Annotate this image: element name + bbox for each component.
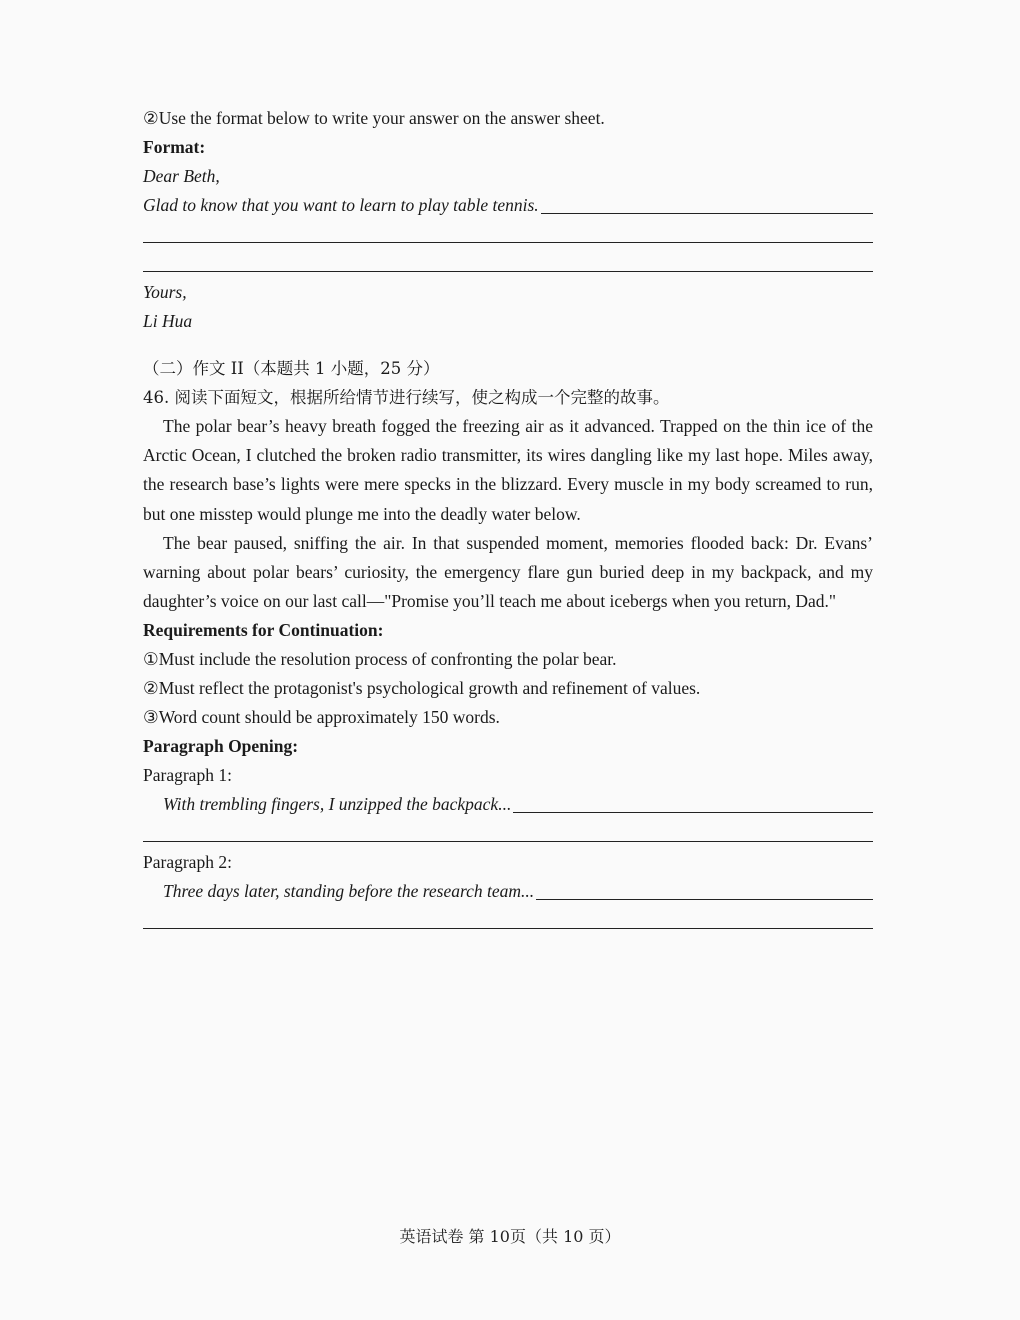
paragraph-1-label: Paragraph 1: (143, 765, 232, 786)
letter-opening-row (143, 191, 873, 220)
paragraph-2-opening: Three days later, standing before the research team... (163, 881, 535, 902)
paragraph-2-label: Paragraph 2: (143, 852, 232, 873)
format-label: Format: (143, 137, 206, 157)
answer-line (143, 249, 873, 278)
letter-closing: Yours, (143, 282, 187, 302)
requirement-item: ②Must reflect the protagonist's psychological growth and refinement of values. (143, 678, 701, 699)
question-prompt: 46. 阅读下面短文，根据所给情节进行续写，使之构成一个完整的故事。 (143, 388, 670, 407)
paragraph-1-opening-row (143, 790, 873, 819)
answer-line (536, 899, 873, 900)
answer-line (143, 220, 873, 249)
letter-opening: Glad to know that you want to learn to play table tennis. (143, 195, 539, 215)
page-footer: 英语试卷 第 10页（共 10 页） (399, 1227, 621, 1246)
story-paragraph-2: The bear paused, sniffing the air. In that suspended moment, memories flooded back: Dr. Evans’ warning about polar bears’ curiosity, the emergency flare gun buried deep in my backpack, and my daughter’s voice on our last call—"Promise you’ll teach me about icebergs when you return, Dad." (143, 532, 873, 612)
page-content (143, 104, 873, 935)
paragraph-opening-label: Paragraph Opening: (143, 736, 299, 757)
requirements-label: Requirements for Continuation: (143, 620, 384, 641)
requirement-item: ③Word count should be approximately 150 words. (143, 707, 500, 728)
section-heading: （二）作文 II（本题共 1 小题，25 分） (143, 359, 440, 378)
letter-signature: Li Hua (143, 311, 193, 331)
story-paragraph-1: The polar bear’s heavy breath fogged the freezing air as it advanced. Trapped on the thin ice of the Arctic Ocean, I clutched the broken radio transmitter, its wires dangling like my last hope. Miles away, the research base’s lights were mere specks in the blizzard. Every muscle in my body screamed to run, but one misstep would plunge me into the deadly water below. (143, 416, 873, 524)
paragraph-1-opening: With trembling fingers, I unzipped the backpack... (163, 794, 512, 815)
letter-greeting: Dear Beth, (143, 166, 220, 186)
answer-line (143, 819, 873, 848)
answer-line (143, 906, 873, 935)
answer-line (541, 213, 873, 214)
paragraph-2-opening-row (143, 877, 873, 906)
answer-line (513, 812, 873, 813)
format-instruction: ②Use the format below to write your answer on the answer sheet. (143, 108, 605, 128)
requirement-item: ①Must include the resolution process of confronting the polar bear. (143, 649, 617, 670)
